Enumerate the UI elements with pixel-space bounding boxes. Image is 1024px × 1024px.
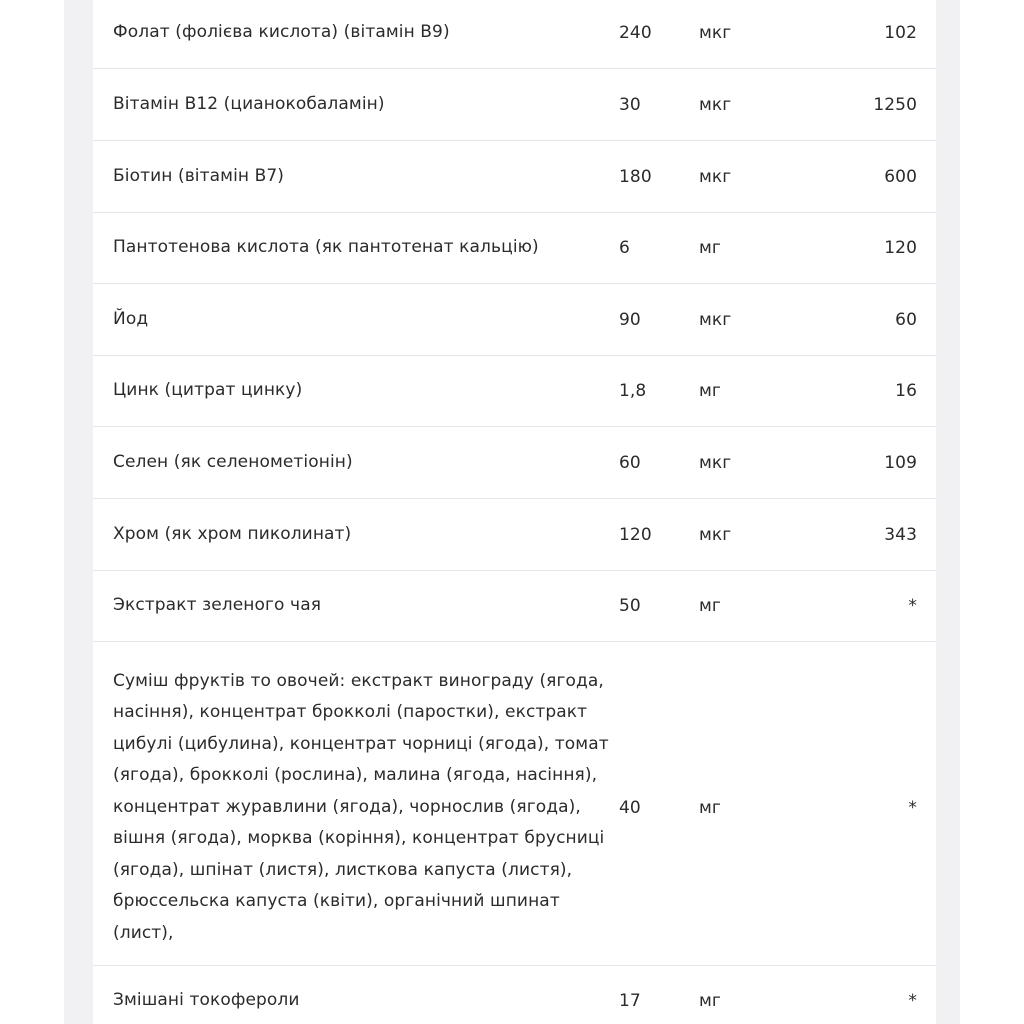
nutrient-amount: 90 <box>619 309 641 330</box>
nutrient-unit: мкг <box>699 166 732 187</box>
nutrient-amount: 17 <box>619 991 641 1011</box>
table-row <box>93 69 936 141</box>
nutrient-amount: 40 <box>619 797 641 818</box>
nutrient-amount: 240 <box>619 23 652 43</box>
table-row <box>93 0 936 69</box>
supplement-facts-table <box>93 0 936 1024</box>
daily-value-percent: 343 <box>884 524 917 545</box>
table-row <box>93 213 936 284</box>
table-row <box>93 284 936 356</box>
table-row <box>93 966 936 1024</box>
table-row <box>93 642 936 966</box>
nutrient-unit: мг <box>699 238 721 258</box>
nutrient-amount: 60 <box>619 452 641 473</box>
nutrient-name: Экстракт зеленого чая <box>113 595 322 616</box>
nutrient-amount: 180 <box>619 166 652 187</box>
nutrient-unit: мкг <box>699 452 732 473</box>
daily-value-percent: * <box>908 596 917 616</box>
nutrient-amount: 1,8 <box>619 381 647 401</box>
nutrient-name: Пантотенова кислота (як пантотенат кальцію) <box>113 237 539 258</box>
nutrient-name: Селен (як селенометіонін) <box>113 451 353 472</box>
nutrient-name: Цинк (цитрат цинку) <box>113 380 303 401</box>
daily-value-percent: 102 <box>884 23 917 43</box>
nutrient-name: Вітамін B12 (цианокобаламін) <box>113 93 385 114</box>
nutrient-name: Хром (як хром пиколинат) <box>113 523 352 544</box>
nutrient-name: Змішані токофероли <box>113 990 300 1011</box>
daily-value-percent: 1250 <box>873 94 917 115</box>
nutrient-amount: 120 <box>619 524 652 545</box>
nutrient-unit: мкг <box>699 23 732 43</box>
nutrient-unit: мкг <box>699 524 732 545</box>
nutrient-name: Йод <box>113 308 149 329</box>
nutrient-unit: мг <box>699 797 721 818</box>
daily-value-percent: * <box>908 797 917 818</box>
table-row <box>93 141 936 213</box>
nutrient-unit: мкг <box>699 94 732 115</box>
nutrient-name: Фолат (фолієва кислота) (вітамін B9) <box>113 22 450 43</box>
nutrient-name: Суміш фруктів то овочей: екстракт винограду (ягода, насіння), концентрат брокколі (паростки), екстракт цибулі (цибулина), концентрат чорниці (ягода), томат (ягода), брокколі (рослина), малина (ягода, насіння), концентрат журавлини (ягода), чорнослив (ягода), вішня (ягода), морква (коріння), концентрат брусниці (ягода), шпінат (листя), листкова капуста (листя), брюссельска капуста (квіти), органічний шпинат (лист), <box>113 670 609 943</box>
nutrient-unit: мг <box>699 596 721 616</box>
daily-value-percent: 16 <box>895 381 917 401</box>
table-row <box>93 499 936 571</box>
table-row <box>93 356 936 427</box>
daily-value-percent: 109 <box>884 452 917 473</box>
nutrient-amount: 6 <box>619 238 630 258</box>
nutrient-unit: мг <box>699 991 721 1011</box>
nutrient-unit: мг <box>699 381 721 401</box>
daily-value-percent: 600 <box>884 166 917 187</box>
table-row <box>93 427 936 499</box>
nutrient-amount: 30 <box>619 94 641 115</box>
daily-value-percent: 120 <box>884 238 917 258</box>
nutrient-unit: мкг <box>699 309 732 330</box>
table-row <box>93 571 936 642</box>
daily-value-percent: 60 <box>895 309 917 330</box>
daily-value-percent: * <box>908 991 917 1011</box>
nutrient-amount: 50 <box>619 596 641 616</box>
nutrient-name: Біотин (вітамін B7) <box>113 165 285 186</box>
